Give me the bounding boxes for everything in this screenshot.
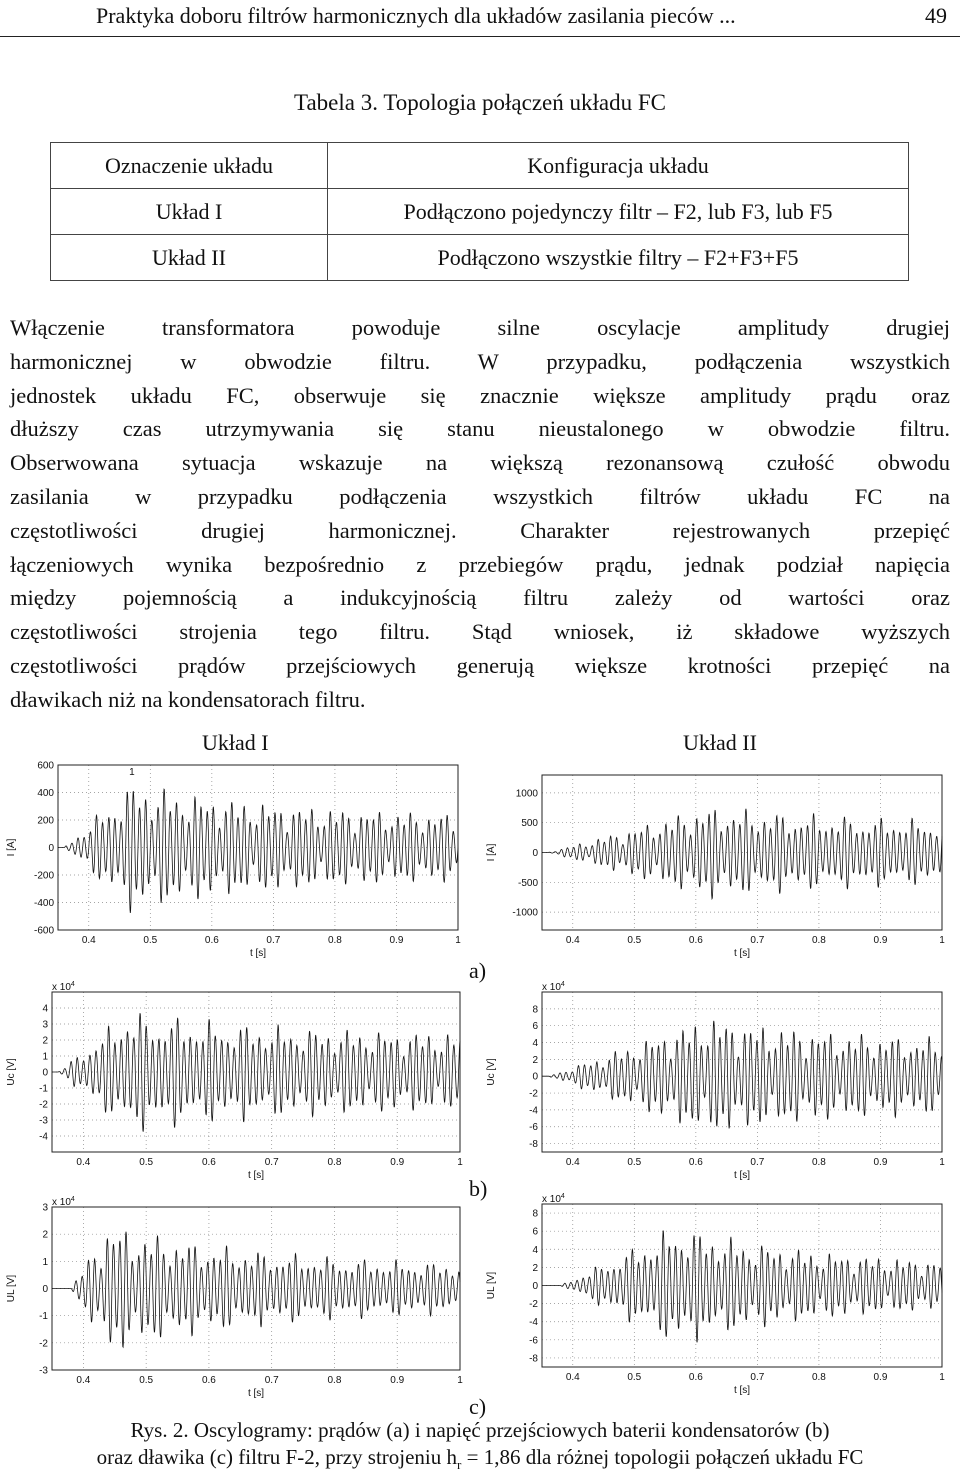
x-tick-label: 0.4 [76,1157,91,1168]
x-tick-label: 0.9 [390,1157,405,1168]
figure-caption-line-2 [0,1445,960,1473]
y-tick-label: -2 [39,1099,48,1111]
x-tick-label: 0.5 [627,1372,642,1383]
x-tick-label: 0.7 [750,935,765,946]
running-title: Praktyka doboru filtrów harmonicznych dla układów zasilania pieców ... [96,3,736,28]
y-axis-label: Uc [V] [486,1058,497,1086]
scale-exponent: 4 [560,1193,565,1200]
y-tick-label: 500 [521,818,538,830]
x-tick-label: 0.6 [204,935,219,946]
y-axis-label: I [A] [6,838,17,857]
y-tick-label: 0 [42,1067,48,1079]
x-axis-label: t [s] [733,1385,751,1396]
x-tick-label: 0.6 [688,935,703,946]
y-tick-label: -4 [39,1131,48,1143]
x-tick-label: 0.9 [873,1372,888,1383]
y-tick-label: -200 [33,870,54,882]
waveform-trace [542,809,942,899]
x-tick-label: 0.5 [143,935,158,946]
x-tick-label: 0.5 [627,935,642,946]
y-tick-label: -4 [529,1317,538,1329]
y-tick-label: 0 [532,1071,538,1083]
x-axis-label: t [s] [249,948,267,959]
column-title-uklad-i: Układ I [202,730,269,755]
x-tick-label: 0.8 [327,935,342,946]
body-paragraph [10,311,950,717]
x-tick-label: 1 [939,1372,945,1383]
y-tick-label: -2 [529,1088,538,1100]
y-tick-label: 4 [532,1244,538,1256]
y-tick-label: 6 [532,1226,538,1238]
caption-text: oraz dławika (c) filtru F-2, przy strojeniu h [96,1445,458,1469]
scale-note: x $10^4$ [52,1196,75,1208]
x-tick-label: 0.7 [264,1157,279,1168]
waveform-trace [542,1231,942,1343]
y-tick-label: 1000 [515,788,538,800]
paragraph-line: częstotliwości prądów przejściowych generują większe krotności przepięć na [10,652,950,678]
y-tick-label: 1 [42,1256,48,1268]
y-tick-label: -1 [39,1311,48,1323]
column-header: Konfiguracja układu [328,143,909,189]
y-tick-label: 0 [48,843,54,854]
x-tick-label: 0.9 [873,935,888,946]
table-cell: Układ I [51,189,328,235]
y-tick-label: 0 [532,848,538,859]
table-row [51,189,909,235]
y-axis-label: I [A] [486,843,497,862]
panel-label-b: b) [469,1176,488,1201]
x-tick-label: 0.6 [688,1157,703,1168]
table-row [51,235,909,281]
y-tick-label: 200 [37,815,54,827]
y-tick-label: -6 [529,1335,538,1347]
paragraph-line: jednostek układu FC, obserwuje się znacznie większe amplitudy prądu oraz [10,382,950,408]
column-header: Oznaczenie układu [51,143,328,189]
x-tick-label: 0.5 [139,1157,154,1168]
oscillogram-a-uklad-ii [480,765,960,959]
waveform-trace [58,789,458,913]
x-axis-label: t [s] [247,1388,265,1399]
scale-note: x $10^4$ [542,1193,565,1205]
y-tick-label: -3 [39,1115,48,1127]
caption-text: = 1,86 dla różnej topologii połączeń układu FC [461,1445,864,1469]
y-axis-label: Uc [V] [6,1058,17,1086]
y-tick-label: -1000 [512,907,538,919]
x-tick-label: 1 [939,935,945,946]
x-tick-label: 0.8 [811,935,826,946]
y-tick-label: -8 [529,1139,538,1151]
x-axis-label: t [s] [247,1170,265,1181]
y-tick-label: 2 [42,1035,48,1047]
x-tick-label: 0.8 [327,1157,342,1168]
x-tick-label: 0.9 [389,935,404,946]
y-tick-label: 8 [532,1208,538,1220]
paragraph-line: zasilania w przypadku podłączenia wszystkich filtrów układu FC na [10,483,950,509]
paragraph-line: harmonicznej w obwodzie filtru. W przypadku, podłączenia wszystkich [10,348,950,374]
oscillogram-c-uklad-i [0,1195,480,1399]
y-tick-label: 8 [532,1004,538,1016]
paragraph-line: Włączenie transformatora powoduje silne oscylacje amplitudy drugiej [10,315,950,340]
x-tick-label: 0.4 [76,1375,91,1386]
table-header-row [51,143,909,189]
oscillogram-b-uklad-ii [480,980,960,1181]
x-tick-label: 0.9 [390,1375,405,1386]
panel-label-a: a) [469,958,487,983]
waveform-trace [542,1021,942,1129]
y-tick-label: -1 [39,1083,48,1095]
x-tick-label: 0.7 [266,935,281,946]
paragraph-line: łączeniowych wynika bezpośrednio z przebiegów prądu, jednak podział napięcia [10,551,950,577]
x-tick-label: 0.6 [688,1372,703,1383]
y-tick-label: -600 [33,925,54,937]
topology-table [50,142,909,281]
x-tick-label: 1 [939,1157,945,1168]
y-tick-label: -400 [33,898,54,909]
x-tick-label: 0.7 [750,1157,765,1168]
x-tick-label: 0.7 [750,1372,765,1383]
y-tick-label: 4 [42,1003,48,1015]
x-tick-label: 0.6 [201,1157,216,1168]
x-tick-label: 0.8 [327,1375,342,1386]
waveform-trace [52,1232,460,1347]
paragraph-line: Obserwowana sytuacja wskazuje na większą rezonansową czułość obwodu [10,450,950,476]
y-tick-label: 2 [532,1054,538,1066]
x-axis-label: t [s] [733,948,751,959]
x-tick-label: 0.5 [139,1375,154,1386]
y-tick-label: -500 [517,877,538,889]
y-tick-label: 3 [42,1202,48,1214]
y-tick-label: -4 [529,1105,538,1117]
y-tick-label: 3 [42,1019,48,1031]
y-tick-label: 4 [532,1038,538,1050]
paragraph-line: częstotliwości strojenia tego filtru. Stąd wniosek, iż składowe wyższych [10,619,950,645]
y-axis-label: UL [V] [486,1271,497,1300]
y-tick-label: 2 [532,1262,538,1274]
y-tick-label: -8 [529,1353,538,1365]
peak-annotation: 1 [129,766,135,778]
paragraph-line: częstotliwości drugiej harmonicznej. Charakter rejestrowanych przepięć [10,517,950,543]
page-number: 49 [925,3,947,28]
x-axis-label: t [s] [733,1170,751,1181]
x-tick-label: 0.6 [201,1375,216,1386]
paragraph-line: dłuższy czas utrzymywania się stanu nieustalonego w obwodzie filtru. [10,416,950,442]
x-tick-label: 0.4 [565,1372,580,1383]
scale-note: x $10^4$ [542,981,565,993]
x-tick-label: 1 [457,1157,463,1168]
table-cell: Układ II [51,235,328,281]
x-tick-label: 0.5 [627,1157,642,1168]
x-tick-label: 0.4 [81,935,96,946]
x-tick-label: 1 [457,1375,463,1386]
y-tick-label: -6 [529,1122,538,1134]
figure-caption-line-1: Rys. 2. Oscylogramy: prądów (a) i napięć przejściowych baterii kondensatorów (b) [130,1418,830,1442]
x-tick-label: 0.9 [873,1157,888,1168]
x-tick-label: 0.4 [565,935,580,946]
table-cell: Podłączono wszystkie filtry – F2+F3+F5 [328,235,909,281]
x-tick-label: 0.7 [264,1375,279,1386]
y-tick-label: 600 [37,760,54,772]
y-tick-label: 1 [42,1051,48,1063]
x-tick-label: 1 [455,935,461,946]
table-cell: Podłączono pojedynczy filtr – F2, lub F3, lub F5 [328,189,909,235]
y-tick-label: 6 [532,1021,538,1033]
y-axis-label: UL [V] [6,1274,17,1303]
scale-exponent: 4 [70,981,75,988]
y-tick-label: -2 [39,1338,48,1350]
paragraph-line: dławikach niż na kondensatorach filtru. [10,686,366,712]
waveform-trace [52,1013,460,1131]
table-caption: Tabela 3. Topologia połączeń układu FC [294,90,666,115]
oscillogram-a-uklad-i [0,755,480,959]
scale-exponent: 4 [560,981,565,988]
y-tick-label: -3 [39,1365,48,1377]
caption-subscript: r [457,1457,462,1473]
paragraph-line: między pojemnością a indukcyjnością filtru zależy od wartości oraz [10,585,950,611]
x-tick-label: 0.8 [811,1372,826,1383]
y-tick-label: 0 [532,1281,538,1292]
y-tick-label: -2 [529,1299,538,1311]
scale-note: x $10^4$ [52,981,75,993]
panel-label-c: c) [469,1394,487,1419]
oscillogram-c-uklad-ii [480,1192,960,1395]
scale-exponent: 4 [70,1196,75,1203]
y-tick-label: 0 [42,1284,48,1295]
oscillogram-b-uklad-i [0,980,480,1181]
x-tick-label: 0.8 [811,1157,826,1168]
y-tick-label: 2 [42,1229,48,1241]
x-tick-label: 0.4 [565,1157,580,1168]
y-tick-label: 400 [37,788,54,799]
running-header [0,0,960,37]
column-title-uklad-ii: Układ II [683,730,757,755]
